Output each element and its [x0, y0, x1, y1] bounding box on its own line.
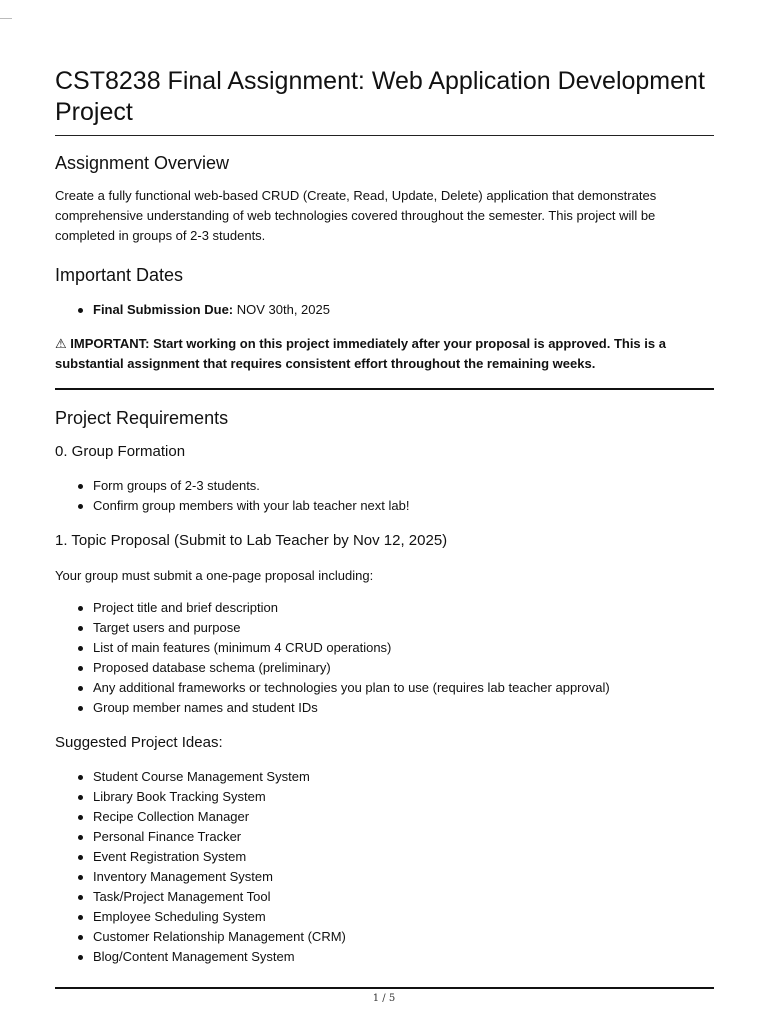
overview-heading: Assignment Overview	[55, 153, 230, 173]
list-item: Proposed database schema (preliminary)	[93, 658, 714, 678]
document-page	[55, 66, 714, 967]
list-item: Personal Finance Tracker	[93, 827, 714, 847]
ideas-heading: Suggested Project Ideas:	[55, 734, 223, 751]
proposal-intro: Your group must submit a one-page proposal including:	[55, 568, 374, 583]
list-item: List of main features (minimum 4 CRUD operations)	[93, 638, 714, 658]
dates-heading: Important Dates	[55, 265, 184, 285]
list-item: Employee Scheduling System	[93, 907, 714, 927]
list-item: Inventory Management System	[93, 867, 714, 887]
corner-mark	[0, 18, 12, 19]
due-value: NOV 30th, 2025	[236, 302, 330, 317]
list-item: Customer Relationship Management (CRM)	[93, 927, 714, 947]
list-item	[93, 300, 714, 320]
list-item: Student Course Management System	[93, 767, 714, 787]
list-item: Confirm group members with your lab teacher next lab!	[93, 496, 714, 516]
list-item: Target users and purpose	[93, 618, 714, 638]
list-item: Recipe Collection Manager	[93, 807, 714, 827]
dates-list	[55, 300, 714, 320]
section-divider	[55, 388, 714, 390]
ideas-list	[55, 767, 714, 967]
list-item: Library Book Tracking System	[93, 787, 714, 807]
topic-proposal-heading: 1. Topic Proposal (Submit to Lab Teacher by Nov 12, 2025)	[55, 532, 448, 549]
list-item: Project title and brief description	[93, 598, 714, 618]
list-item: Any additional frameworks or technologies you plan to use (requires lab teacher approval)	[93, 678, 714, 698]
due-label: Final Submission Due:	[93, 302, 234, 317]
page-number: 1 / 5	[372, 993, 396, 1004]
list-item: Form groups of 2-3 students.	[93, 476, 714, 496]
proposal-list	[55, 598, 714, 718]
requirements-heading: Project Requirements	[55, 408, 229, 428]
important-warning: ⚠ IMPORTANT: Start working on this project immediately after your proposal is approved. This is a substantial assignment that requires consistent effort throughout the remaining weeks.	[55, 336, 666, 371]
footer-divider	[55, 987, 714, 989]
list-item: Task/Project Management Tool	[93, 887, 714, 907]
list-item: Group member names and student IDs	[93, 698, 714, 718]
page-title: CST8238 Final Assignment: Web Application Development Project	[55, 66, 714, 136]
overview-text: Create a fully functional web-based CRUD (Create, Read, Update, Delete) application that demonstrates comprehensive understanding of web technologies covered throughout the semester. This project will be completed in groups of 2-3 students.	[55, 188, 657, 243]
list-item: Blog/Content Management System	[93, 947, 714, 967]
group-formation-list	[55, 476, 714, 516]
list-item: Event Registration System	[93, 847, 714, 867]
group-formation-heading: 0. Group Formation	[55, 443, 186, 460]
